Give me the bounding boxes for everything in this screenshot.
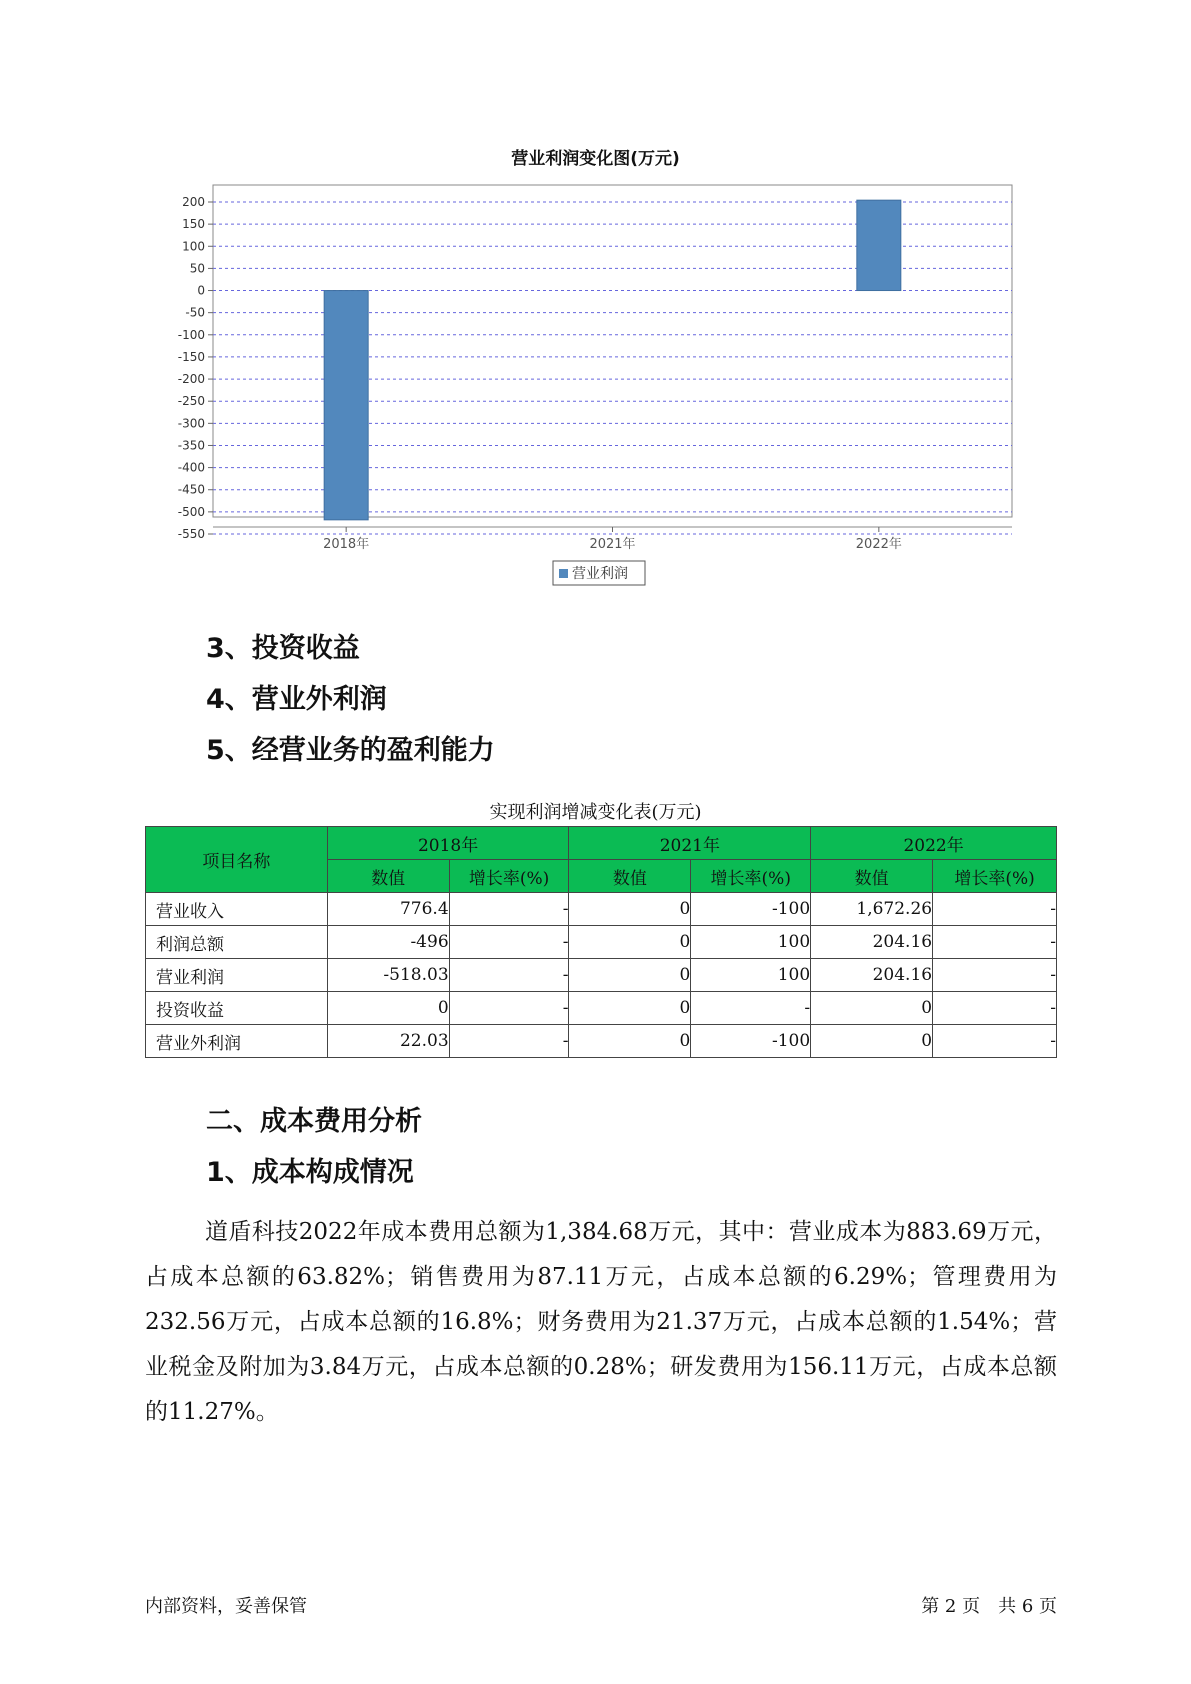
y-tick-label: -200 — [177, 372, 205, 387]
y-tick-label: -50 — [185, 305, 205, 320]
table-cell: 776.4 — [327, 893, 449, 926]
table-row — [146, 959, 1057, 992]
header-growth: 增长率(%) — [933, 860, 1057, 893]
table-row — [146, 893, 1057, 926]
table-cell: 0 — [569, 992, 691, 1025]
table-cell: - — [933, 893, 1057, 926]
table-cell: -518.03 — [327, 959, 449, 992]
y-tick-label: -550 — [177, 527, 205, 541]
chart-title: 营业利润变化图(万元) — [511, 149, 680, 169]
heading-non-operating-profit: 4、营业外利润 — [206, 684, 387, 715]
table-cell: 204.16 — [811, 959, 933, 992]
table-cell: 0 — [811, 1025, 933, 1058]
header-item-name: 项目名称 — [146, 827, 328, 893]
table-row — [146, 1025, 1057, 1058]
y-tick-label: -350 — [177, 438, 205, 453]
table-cell: - — [933, 959, 1057, 992]
table-cell: 0 — [327, 992, 449, 1025]
row-label: 利润总额 — [146, 926, 328, 959]
table-cell: 204.16 — [811, 926, 933, 959]
table-cell: -496 — [327, 926, 449, 959]
row-label: 营业外利润 — [146, 1025, 328, 1058]
header-growth: 增长率(%) — [449, 860, 569, 893]
bar — [324, 291, 368, 520]
row-label: 投资收益 — [146, 992, 328, 1025]
table-cell: - — [933, 926, 1057, 959]
row-label: 营业收入 — [146, 893, 328, 926]
table-cell: 1,672.26 — [811, 893, 933, 926]
header-year: 2018年 — [327, 827, 569, 860]
table-cell: - — [449, 926, 569, 959]
table-cell: 100 — [691, 926, 811, 959]
y-tick-label: -500 — [177, 504, 205, 519]
table-cell: -100 — [691, 893, 811, 926]
cost-paragraph-text: 道盾科技2022年成本费用总额为1,384.68万元，其中：营业成本为883.69万元，占成本总额的63.82%；销售费用为87.11万元，占成本总额的6.29%；管理费用为232.56万元，占成本总额的16.8%；财务费用为21.37万元，占成本总额的1.54%；营业税金及附加为3.84万元，占成本总额的0.28%；研发费用为156.11万元，占成本总额的11.27%。 — [145, 1219, 1057, 1425]
table-cell: - — [933, 1025, 1057, 1058]
table-row — [146, 992, 1057, 1025]
footer-page-number: 第 2 页 共 6 页 — [921, 1596, 1057, 1617]
header-value: 数值 — [569, 860, 691, 893]
table-cell: 0 — [811, 992, 933, 1025]
profit-change-table — [145, 826, 1057, 1058]
table-caption: 实现利润增减变化表(万元) — [489, 802, 702, 823]
y-tick-label: -300 — [177, 416, 205, 431]
table-cell: - — [449, 1025, 569, 1058]
heading-cost-structure: 1、成本构成情况 — [206, 1157, 414, 1188]
cost-paragraph — [145, 1210, 1057, 1435]
x-tick-label: 2022年 — [855, 537, 902, 552]
table-row — [146, 926, 1057, 959]
y-tick-label: -100 — [177, 327, 205, 342]
x-tick-label: 2021年 — [589, 537, 636, 552]
y-tick-label: 150 — [182, 217, 205, 232]
y-tick-label: -250 — [177, 394, 205, 409]
x-tick-label: 2018年 — [323, 537, 370, 552]
profit-bar-chart — [0, 0, 1191, 600]
table-cell: -100 — [691, 1025, 811, 1058]
heading-cost-analysis: 二、成本费用分析 — [206, 1106, 422, 1137]
header-growth: 增长率(%) — [691, 860, 811, 893]
table-cell: 0 — [569, 893, 691, 926]
table-cell: - — [449, 893, 569, 926]
bar — [857, 200, 901, 290]
y-tick-label: 0 — [197, 283, 205, 298]
table-cell: 22.03 — [327, 1025, 449, 1058]
y-tick-label: -450 — [177, 482, 205, 497]
table-cell: 100 — [691, 959, 811, 992]
y-tick-label: -150 — [177, 349, 205, 364]
y-tick-label: 100 — [182, 239, 205, 254]
y-tick-label: -400 — [177, 460, 205, 475]
table-cell: - — [933, 992, 1057, 1025]
footer-confidential-note: 内部资料，妥善保管 — [145, 1596, 307, 1617]
header-year: 2022年 — [811, 827, 1057, 860]
table-cell: - — [449, 959, 569, 992]
table-cell: - — [449, 992, 569, 1025]
legend-swatch — [559, 569, 568, 578]
header-year: 2021年 — [569, 827, 811, 860]
table-cell: 0 — [569, 959, 691, 992]
table-cell: 0 — [569, 926, 691, 959]
y-tick-label: 200 — [182, 195, 205, 209]
table-cell: - — [691, 992, 811, 1025]
legend-label: 营业利润 — [572, 566, 628, 582]
header-value: 数值 — [327, 860, 449, 893]
table-cell: 0 — [569, 1025, 691, 1058]
y-tick-label: 50 — [189, 261, 205, 276]
row-label: 营业利润 — [146, 959, 328, 992]
heading-investment-income: 3、投资收益 — [206, 633, 360, 664]
heading-profitability: 5、经营业务的盈利能力 — [206, 735, 495, 766]
header-value: 数值 — [811, 860, 933, 893]
